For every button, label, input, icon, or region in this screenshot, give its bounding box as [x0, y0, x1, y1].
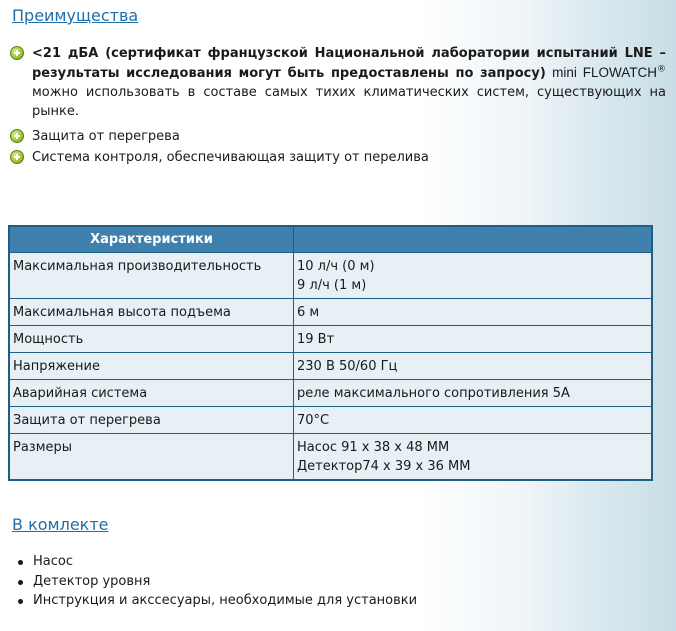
table-row — [9, 326, 652, 353]
table-row — [9, 253, 652, 299]
list-item — [14, 572, 417, 592]
spec-value-line: Насос 91 x 38 x 48 ММ — [297, 440, 450, 455]
advantage-noise-text: можно использовать в составе самых тихих климатических систем, существующих на рынке. — [32, 85, 666, 119]
spec-value-line: 10 л/ч (0 м) — [297, 259, 375, 274]
spec-label: Максимальная производительность — [9, 253, 294, 299]
spec-value: 19 Вт — [294, 326, 653, 353]
list-item — [14, 552, 417, 572]
kit-item-text: Насос — [33, 554, 73, 569]
spec-value: 6 м — [294, 299, 653, 326]
disc-bullet-icon — [18, 599, 23, 604]
table-row — [9, 380, 652, 407]
kit-item-text: Инструкция и акссесуары, необходимые для установки — [33, 593, 418, 608]
plus-circle-icon — [10, 46, 24, 60]
specs-header: Характеристики — [9, 226, 294, 253]
spec-label: Напряжение — [9, 353, 294, 380]
spec-value — [294, 253, 653, 299]
advantage-overheat-text: Защита от перегрева — [32, 129, 180, 144]
registered-mark: ® — [657, 64, 667, 75]
spec-value: 70°C — [294, 407, 653, 434]
disc-bullet-icon — [18, 580, 23, 585]
table-row — [9, 299, 652, 326]
spec-label: Размеры — [9, 434, 294, 481]
spec-label: Мощность — [9, 326, 294, 353]
spec-label: Максимальная высота подъема — [9, 299, 294, 326]
advantage-item-overheat — [10, 127, 666, 146]
disc-bullet-icon — [18, 560, 23, 565]
list-item — [14, 591, 417, 611]
kit-title[interactable]: В комлекте — [12, 515, 109, 534]
brand-name: mini FLOWATCH — [552, 65, 658, 80]
spec-value-line: 9 л/ч (1 м) — [297, 278, 367, 293]
specs-header-row — [9, 226, 652, 253]
spec-value: реле максимального сопротивления 5А — [294, 380, 653, 407]
spec-value-line: Детектор74 x 39 x 36 ММ — [297, 459, 471, 474]
spec-label: Аварийная система — [9, 380, 294, 407]
advantage-noise-bold: <21 дБА (сертификат французской Национальной лаборатории испытаний LNE – результаты исследования могут быть предоставлены по запросу) — [32, 46, 666, 81]
spec-value: 230 В 50/60 Гц — [294, 353, 653, 380]
table-row — [9, 407, 652, 434]
table-row — [9, 353, 652, 380]
advantage-item-overflow — [10, 148, 666, 167]
plus-circle-icon — [10, 150, 24, 164]
advantages-list — [10, 44, 666, 169]
advantages-title[interactable]: Преимущества — [12, 6, 139, 25]
spec-label: Защита от перегрева — [9, 407, 294, 434]
spec-value — [294, 434, 653, 481]
plus-circle-icon — [10, 129, 24, 143]
kit-list — [14, 552, 417, 611]
kit-item-text: Детектор уровня — [33, 573, 151, 589]
advantage-overflow-text: Система контроля, обеспечивающая защиту от перелива — [32, 150, 429, 165]
table-row — [9, 434, 652, 481]
specs-table — [8, 225, 653, 481]
specs-header-empty — [294, 226, 653, 253]
advantage-item-noise — [10, 44, 666, 121]
